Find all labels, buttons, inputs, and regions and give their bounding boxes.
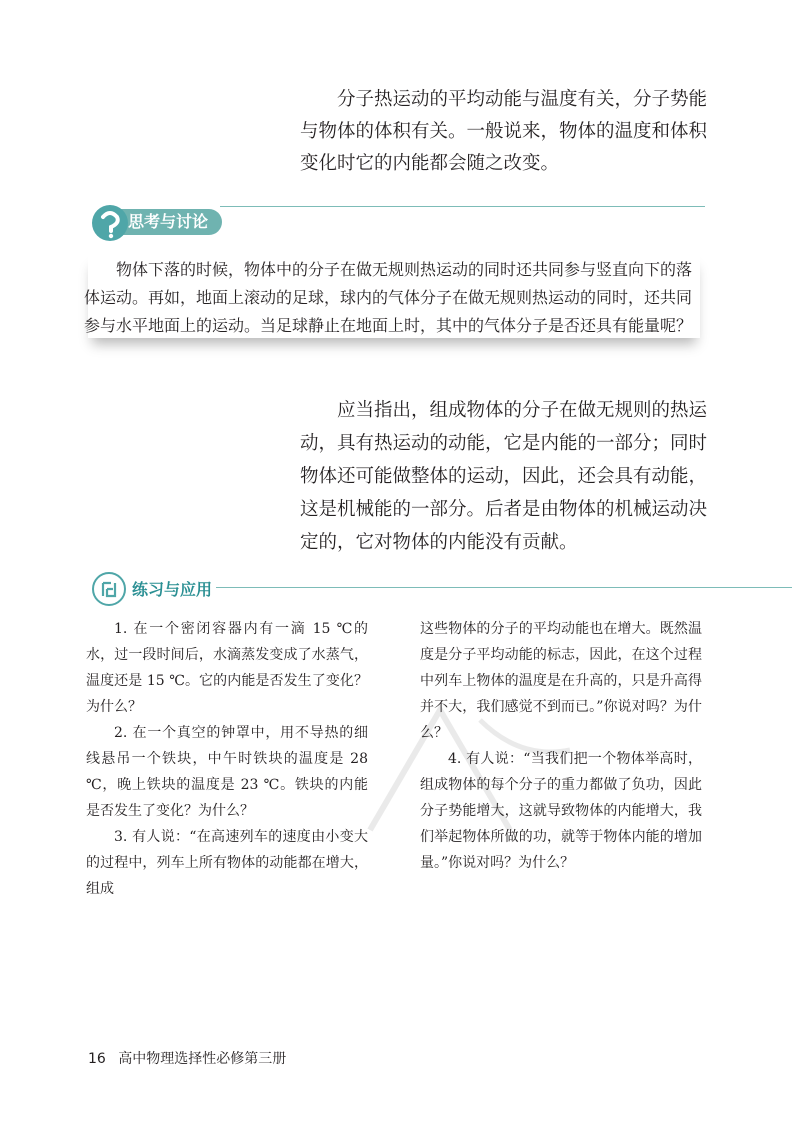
- exercise-item: 4. 有人说：“当我们把一个物体举高时，组成物体的每个分子的重力都做了负功，因此分子势能增大，这就导致物体的内能增大，我们举起物体所做的功，就等于物体内能的增加量。”你说对吗？为什么？: [420, 751, 702, 871]
- think-discuss-header: [90, 200, 705, 246]
- exercise-item-continued: 这些物体的分子的平均动能也在增大。既然温度是分子平均动能的标志，因此，在这个过程中列车上物体的温度是在升高的，只是升高得并不大，我们感觉不到而已。”你说对吗？为什么？: [420, 621, 702, 741]
- exercises-right-column: [420, 616, 702, 876]
- think-discuss-rule: [220, 206, 705, 207]
- think-discuss-title: 思考与讨论: [116, 209, 222, 235]
- exercises-left-column: [86, 616, 368, 902]
- intro-paragraph: 分子热运动的平均动能与温度有关，分子势能与物体的体积有关。一般说来，物体的温度和体积变化时它的内能都会随之改变。: [300, 89, 708, 174]
- exercises-title: 练习与应用: [132, 580, 213, 599]
- exercises-rule: [216, 587, 792, 588]
- body-paragraph: 应当指出，组成物体的分子在做无规则的热运动，具有热运动的动能，它是内能的一部分；同时物体还可能做整体的运动，因此，还会具有动能，这是机械能的一部分。后者是由物体的机械运动决定的，它对物体的内能没有贡献。: [300, 400, 708, 553]
- exercises-header: [92, 570, 792, 610]
- page-footer: [88, 1048, 286, 1068]
- exercise-item: 1. 在一个密闭容器内有一滴 15 ℃的水，过一段时间后，水滴蒸发变成了水蒸气，温度还是 15 ℃。它的内能是否发生了变化？为什么？: [86, 621, 368, 715]
- exercise-item: 3. 有人说：“在高速列车的速度由小变大的过程中，列车上所有物体的动能都在增大，组成: [86, 829, 368, 897]
- exercise-item: 2. 在一个真空的钟罩中，用不导热的细线悬吊一个铁块，中午时铁块的温度是 28 ℃，晚上铁块的温度是 23 ℃。铁块的内能是否发生了变化？为什么？: [86, 725, 368, 819]
- book-title: 高中物理选择性必修第三册: [118, 1051, 287, 1067]
- page-number: 16: [88, 1051, 106, 1067]
- think-discuss-text: 物体下落的时候，物体中的分子在做无规则热运动的同时还共同参与竖直向下的落体运动。再如，地面上滚动的足球，球内的气体分子在做无规则热运动的同时，还共同参与水平地面上的运动。当足球静止在地面上时，其中的气体分子是否还具有能量呢？: [84, 260, 693, 335]
- question-bubble-icon: [90, 203, 130, 243]
- notebook-icon: [92, 572, 126, 606]
